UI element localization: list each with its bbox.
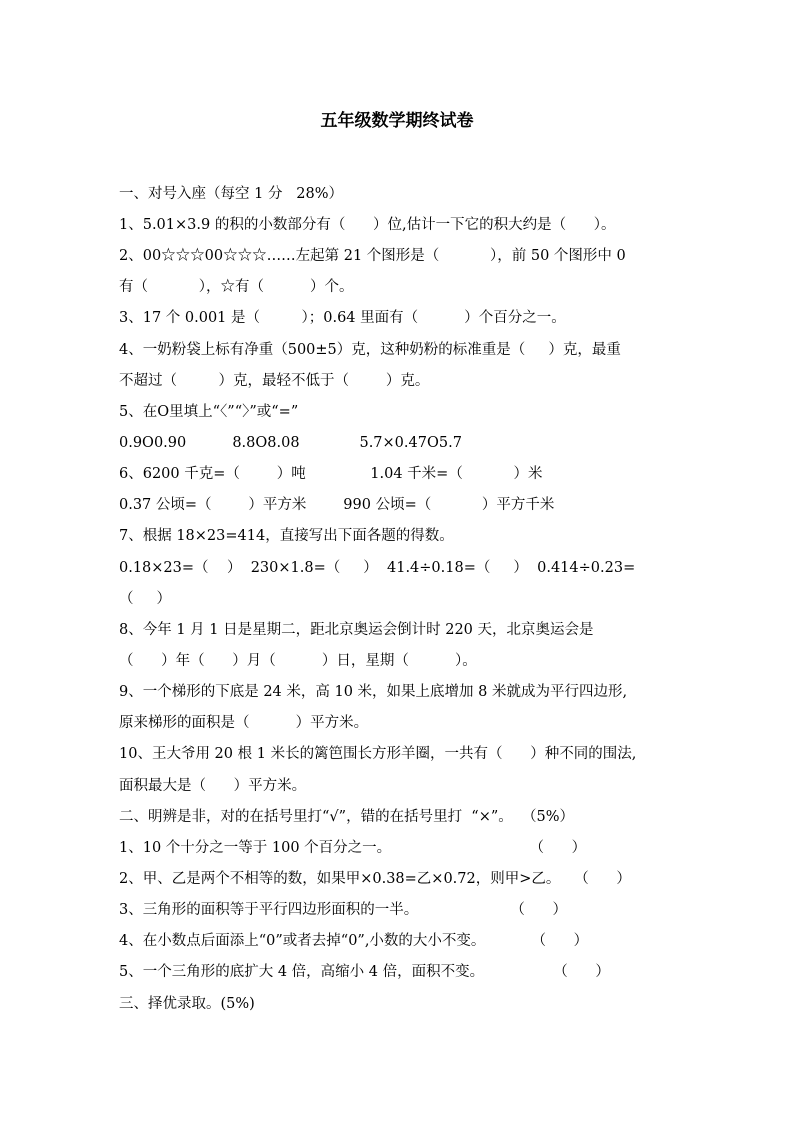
question-5-items: 0.9O0.90 8.8O8.08 5.7×0.47O5.7 [119, 435, 462, 451]
section-2-heading: 二、明辨是非，对的在括号里打“√”，错的在括号里打 “×”。 （5%） [119, 809, 574, 825]
question-7: 7、根据 18×23=414，直接写出下面各题的得数。 [119, 528, 454, 544]
question-7-cont: （ ） [119, 591, 172, 607]
exam-title: 五年级数学期终试卷 [320, 111, 474, 131]
question-5: 5、在O里填上“〈”“〉”或“=” [119, 404, 299, 420]
question-2: 2、00☆☆☆00☆☆☆……左起第 21 个图形是（ ），前 50 个图形中 0 [119, 248, 626, 264]
judge-4: 4、在小数点后面添上“0”或者去掉“0”,小数的大小不变。 （ ） [119, 933, 589, 949]
question-2-cont: 有（ ），☆有（ ）个。 [119, 279, 354, 295]
judge-3: 3、三角形的面积等于平行四边形面积的一半。 （ ） [119, 902, 568, 918]
judge-1: 1、10 个十分之一等于 100 个百分之一。 （ ） [119, 840, 587, 856]
judge-5: 5、一个三角形的底扩大 4 倍，高缩小 4 倍，面积不变。 （ ） [119, 964, 610, 980]
question-4-cont: 不超过（ ）克，最轻不低于（ ）克。 [119, 373, 430, 389]
question-10: 10、王大爷用 20 根 1 米长的篱笆围长方形羊圈，一共有（ ）种不同的围法, [119, 746, 637, 762]
judge-2: 2、甲、乙是两个不相等的数，如果甲×0.38=乙×0.72，则甲>乙。 （ ） [119, 871, 631, 887]
section-3-heading: 三、择优录取。(5%) [119, 996, 255, 1012]
question-6-cont: 0.37 公顷=（ ）平方米 990 公顷=（ ）平方千米 [119, 497, 555, 513]
question-4: 4、一奶粉袋上标有净重（500±5）克，这种奶粉的标准重是（ ）克，最重 [119, 342, 621, 358]
question-3: 3、17 个 0.001 是（ ）；0.64 里面有（ ）个百分之一。 [119, 310, 566, 326]
question-9: 9、一个梯形的下底是 24 米，高 10 米，如果上底增加 8 米就成为平行四边形, [119, 684, 628, 700]
question-1: 1、5.01×3.9 的积的小数部分有（ ）位,估计一下它的积大约是（ ）。 [119, 217, 616, 233]
question-6: 6、6200 千克=（ ）吨 1.04 千米=（ ）米 [119, 466, 543, 482]
question-8-cont: （ ）年（ ）月（ ）日，星期（ ）。 [119, 653, 477, 669]
question-7-items: 0.18×23=（ ） 230×1.8=（ ） 41.4÷0.18=（ ） 0.414÷0.23= [119, 560, 636, 576]
question-8: 8、今年 1 月 1 日是星期二，距北京奥运会倒计时 220 天，北京奥运会是 [119, 622, 594, 638]
question-10-cont: 面积最大是（ ）平方米。 [119, 778, 307, 794]
section-1-heading: 一、对号入座（每空 1 分 28%） [119, 186, 343, 202]
question-9-cont: 原来梯形的面积是（ ）平方米。 [119, 715, 369, 731]
